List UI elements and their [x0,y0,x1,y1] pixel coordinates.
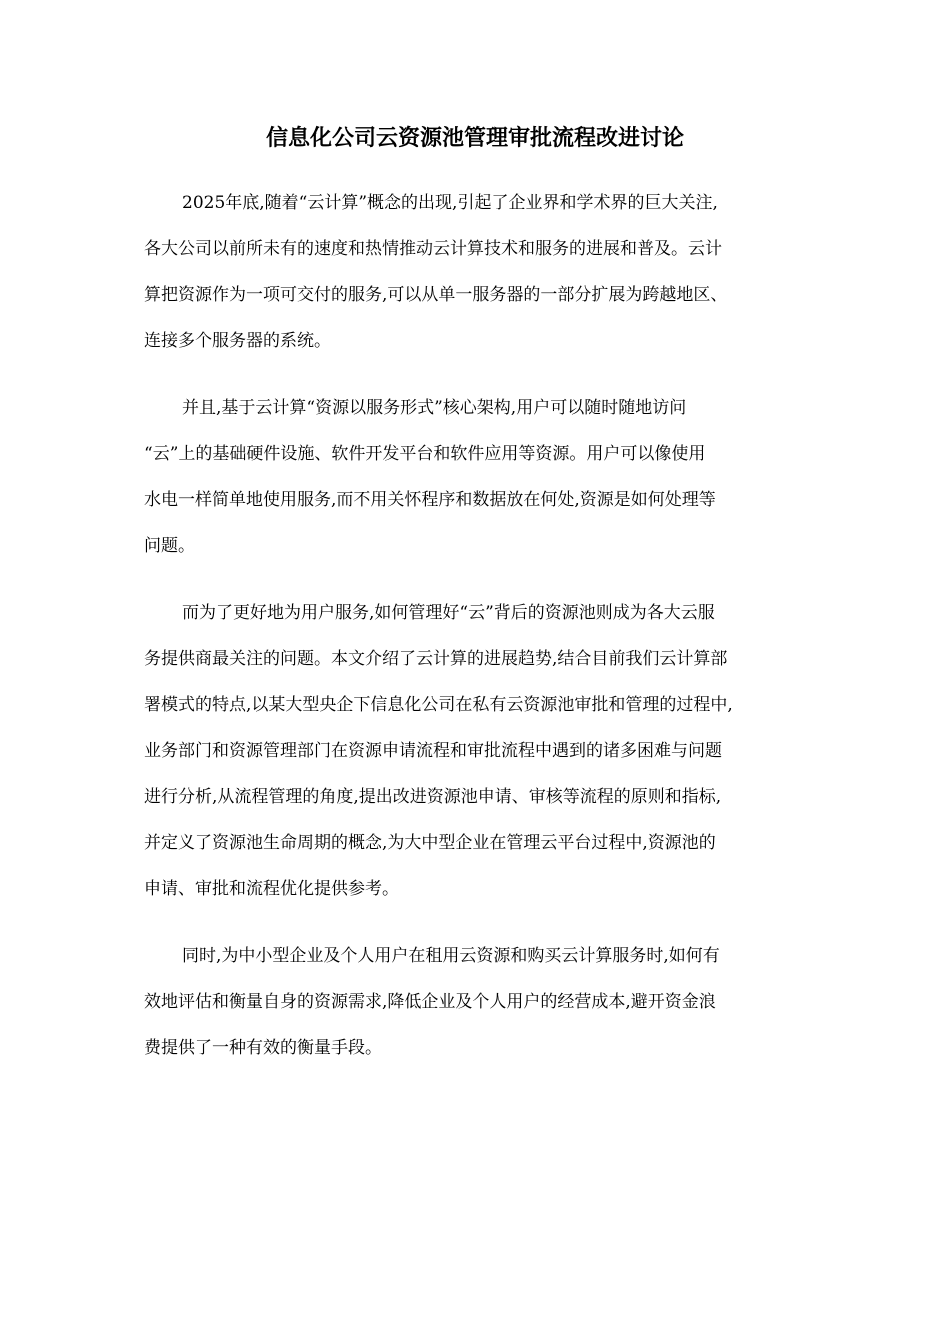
paragraph-line: 连接多个服务器的系统。 [144,331,331,351]
paragraph-line: 水电一样简单地使用服务,而不用关怀程序和数据放在何处,资源是如何处理等 [144,490,716,510]
paragraph-line: 各大公司以前所未有的速度和热情推动云计算技术和服务的进展和普及。云计 [144,239,722,259]
paragraph-4 [144,933,814,1071]
paragraph-2 [144,385,814,569]
document-body [144,180,814,1092]
paragraph-line: 并且,基于云计算“资源以服务形式”核心架构,用户可以随时随地访问 [182,398,687,418]
paragraph-line: 同时,为中小型企业及个人用户在租用云资源和购买云计算服务时,如何有 [182,946,720,966]
document-title: 信息化公司云资源池管理审批流程改进讨论 [265,125,684,151]
paragraph-line: 而为了更好地为用户服务,如何管理好“云”背后的资源池则成为各大云服 [182,603,715,623]
paragraph-line: 进行分析,从流程管理的角度,提出改进资源池申请、审核等流程的原则和指标, [144,787,722,807]
paragraph-line: 并定义了资源池生命周期的概念,为大中型企业在管理云平台过程中,资源池的 [144,833,716,853]
paragraph-line: 2025年底,随着“云计算”概念的出现,引起了企业界和学术界的巨大关注, [182,193,718,213]
paragraph-line: “云”上的基础硬件设施、软件开发平台和软件应用等资源。用户可以像使用 [144,444,706,464]
paragraph-line: 费提供了一种有效的衡量手段。 [144,1038,382,1058]
paragraph-line: 业务部门和资源管理部门在资源申请流程和审批流程中遇到的诸多困难与问题 [144,741,722,761]
paragraph-line: 效地评估和衡量自身的资源需求,降低企业及个人用户的经营成本,避开资金浪 [144,992,716,1012]
paragraph-line: 申请、审批和流程优化提供参考。 [144,879,399,899]
paragraph-1 [144,180,814,364]
paragraph-line: 算把资源作为一项可交付的服务,可以从单一服务器的一部分扩展为跨越地区、 [144,285,728,305]
paragraph-line: 问题。 [144,536,195,556]
paragraph-line: 署模式的特点,以某大型央企下信息化公司在私有云资源池审批和管理的过程中, [144,695,733,715]
paragraph-line: 务提供商最关注的问题。本文介绍了云计算的进展趋势,结合目前我们云计算部 [144,649,728,669]
paragraph-3 [144,590,814,912]
